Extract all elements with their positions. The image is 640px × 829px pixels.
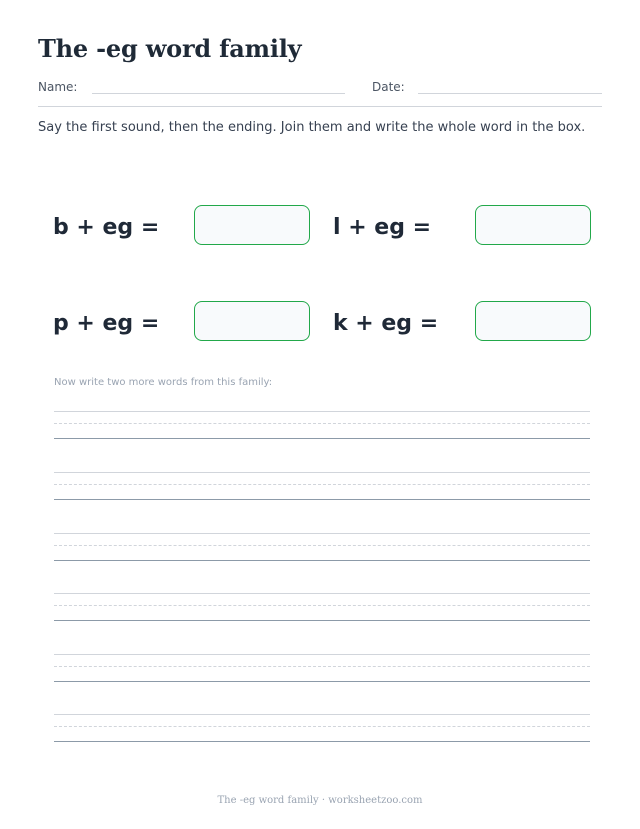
writing-line[interactable] bbox=[54, 714, 590, 742]
answer-box-b[interactable] bbox=[194, 205, 310, 245]
writing-line[interactable] bbox=[54, 533, 590, 561]
date-field[interactable] bbox=[418, 93, 602, 94]
problem-equation-l: l + eg = bbox=[333, 215, 432, 240]
name-label: Name: bbox=[38, 80, 78, 94]
header-divider bbox=[38, 106, 602, 107]
answer-box-p[interactable] bbox=[194, 301, 310, 341]
answer-box-l[interactable] bbox=[475, 205, 591, 245]
problem-equation-k: k + eg = bbox=[333, 311, 439, 336]
worksheet-title: The -eg word family bbox=[38, 34, 302, 63]
problem-equation-b: b + eg = bbox=[53, 215, 160, 240]
date-label: Date: bbox=[372, 80, 405, 94]
writing-line[interactable] bbox=[54, 472, 590, 500]
name-field[interactable] bbox=[92, 93, 345, 94]
page-footer: The -eg word family · worksheetzoo.com bbox=[217, 795, 423, 806]
practice-prompt: Now write two more words from this family: bbox=[54, 377, 273, 388]
problem-equation-p: p + eg = bbox=[53, 311, 160, 336]
answer-box-k[interactable] bbox=[475, 301, 591, 341]
writing-line[interactable] bbox=[54, 593, 590, 621]
instructions-text: Say the first sound, then the ending. Join them and write the whole word in the box. bbox=[38, 120, 586, 135]
writing-line[interactable] bbox=[54, 654, 590, 682]
writing-line[interactable] bbox=[54, 411, 590, 439]
